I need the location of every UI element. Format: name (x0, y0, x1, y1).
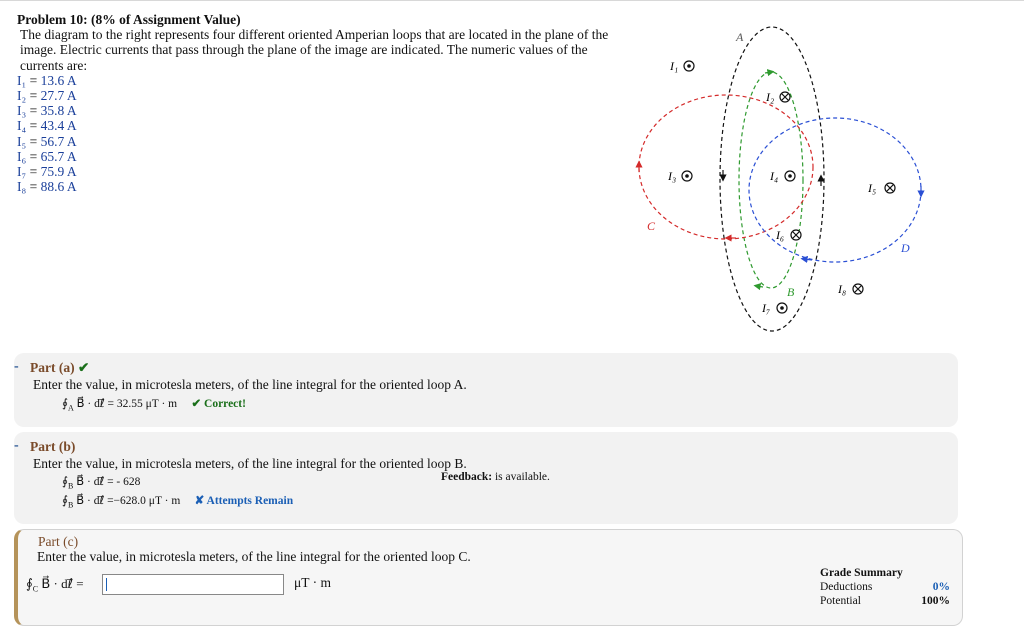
problem-description: The diagram to the right represents four different oriented Amperian loops that are located in the plane of the image. Electric currents that pass through the plane of the image are indicated. The numeric values of the currents are: (20, 27, 609, 73)
part-b-attempt (62, 474, 140, 490)
part-a-title-text: Part (a) (30, 360, 75, 375)
current-value: 65.7 A (40, 148, 77, 164)
feedback-notice[interactable] (441, 471, 550, 483)
current-value: 75.9 A (40, 164, 77, 180)
loop-c (639, 95, 813, 239)
current-name: I₈ (17, 179, 27, 195)
loop-subscript: B (68, 500, 74, 510)
current-row (17, 149, 617, 164)
loop-b-label: B (787, 285, 795, 299)
loop-subscript: B (68, 481, 74, 491)
grade-summary-title: Grade Summary (820, 567, 903, 579)
collapse-toggle[interactable]: - (14, 359, 19, 374)
problem-title: Problem 10: (8% of Assignment Value) (17, 12, 241, 27)
equals-sign: = (29, 88, 38, 104)
current-row (17, 164, 617, 179)
attempts-remain-status: ✘ Attempts Remain (194, 495, 294, 507)
part-b-submitted-expression: B⃗ · dℓ⃗ = - 628 (76, 476, 141, 488)
answer-input[interactable] (102, 574, 284, 595)
current-i4-label: I₄ (770, 169, 779, 183)
loop-subscript: C (32, 584, 39, 594)
part-b-answer (62, 493, 293, 509)
potential-label: Potential (820, 595, 861, 607)
equals-sign: = (29, 164, 38, 180)
current-name: I₃ (17, 103, 27, 119)
current-i8-label: I₈ (838, 282, 847, 296)
part-b-expression: B⃗ · dℓ⃗ =−628.0 μT · m (76, 495, 181, 507)
part-a-expression: B⃗ · dℓ⃗ = 32.55 μT · m (76, 398, 178, 410)
loop-b-arrow (757, 286, 763, 287)
current-value: 43.4 A (40, 118, 77, 134)
deductions-row (820, 580, 950, 594)
current-i2-label: I₂ (766, 90, 775, 104)
part-c-title: Part (c) (38, 534, 79, 549)
deductions-value: 0% (932, 581, 950, 593)
part-a-instruction: Enter the value, in microtesla meters, of the line integral for the oriented loop A. (33, 377, 467, 392)
amperian-loop-diagram (620, 18, 940, 340)
current-list (17, 73, 617, 195)
part-b-title: Part (b) (30, 439, 76, 454)
current-out-dot (687, 64, 691, 68)
part-a-title (30, 360, 89, 376)
deductions-label: Deductions (820, 581, 873, 593)
current-out-dot (788, 174, 792, 178)
current-name: I₅ (17, 133, 27, 149)
feedback-label: Feedback: (441, 471, 493, 483)
part-c-panel (14, 529, 963, 626)
contour-integral-icon: ∮ (62, 476, 68, 488)
current-row (17, 73, 617, 88)
grade-summary (820, 566, 950, 608)
current-i3-label: I₃ (668, 169, 677, 183)
current-row (17, 179, 617, 194)
current-value: 35.8 A (40, 103, 77, 119)
current-i1-label: I₁ (670, 59, 679, 73)
loop-b-arrow (765, 72, 771, 73)
current-value: 27.7 A (40, 88, 77, 104)
equals-sign: = (29, 103, 38, 119)
contour-integral-icon: ∮ (62, 398, 68, 410)
text-caret (106, 578, 107, 591)
current-out-dot (780, 306, 784, 310)
contour-integral-icon: ∮ (26, 576, 33, 591)
current-row (17, 88, 617, 103)
loop-d-label: D (901, 241, 910, 255)
contour-integral-icon: ∮ (62, 495, 68, 507)
check-icon: ✔ (77, 360, 90, 375)
equals-sign: = (29, 148, 38, 164)
potential-value: 100% (921, 595, 950, 607)
problem-statement (17, 12, 617, 194)
current-value: 88.6 A (40, 179, 77, 195)
current-name: I₄ (17, 118, 27, 134)
loop-a-label: A (736, 30, 744, 44)
part-c-equation-label (26, 576, 84, 594)
current-out-dot (685, 174, 689, 178)
part-b-panel (14, 432, 958, 524)
part-a-answer (62, 396, 246, 412)
feedback-text: is available. (494, 471, 550, 483)
part-b-instruction: Enter the value, in microtesla meters, of the line integral for the oriented loop B. (33, 456, 467, 471)
top-divider (0, 0, 1024, 1)
current-name: I₆ (17, 148, 27, 164)
answer-unit: μT · m (294, 575, 331, 590)
current-row (17, 134, 617, 149)
equals-sign: = (29, 72, 38, 88)
current-i5-label: I₅ (868, 181, 877, 195)
part-c-instruction: Enter the value, in microtesla meters, of the line integral for the oriented loop C. (37, 549, 471, 564)
equals-sign: = (29, 133, 38, 149)
part-a-panel (14, 353, 958, 427)
current-value: 13.6 A (40, 72, 77, 88)
correct-status: ✔ Correct! (191, 398, 246, 410)
potential-row (820, 594, 950, 608)
part-c-expression: B⃗ · dℓ⃗ = (41, 576, 84, 591)
current-name: I₁ (17, 72, 27, 88)
current-name: I₂ (17, 88, 27, 104)
current-row (17, 103, 617, 118)
current-row (17, 118, 617, 133)
collapse-toggle[interactable]: - (14, 438, 19, 453)
current-value: 56.7 A (40, 133, 77, 149)
equals-sign: = (29, 118, 38, 134)
equals-sign: = (29, 179, 38, 195)
current-i6-label: I₆ (776, 228, 785, 242)
loop-subscript: A (68, 403, 74, 413)
current-name: I₇ (17, 164, 27, 180)
current-i7-label: I₇ (762, 301, 771, 315)
loop-c-label: C (647, 219, 656, 233)
